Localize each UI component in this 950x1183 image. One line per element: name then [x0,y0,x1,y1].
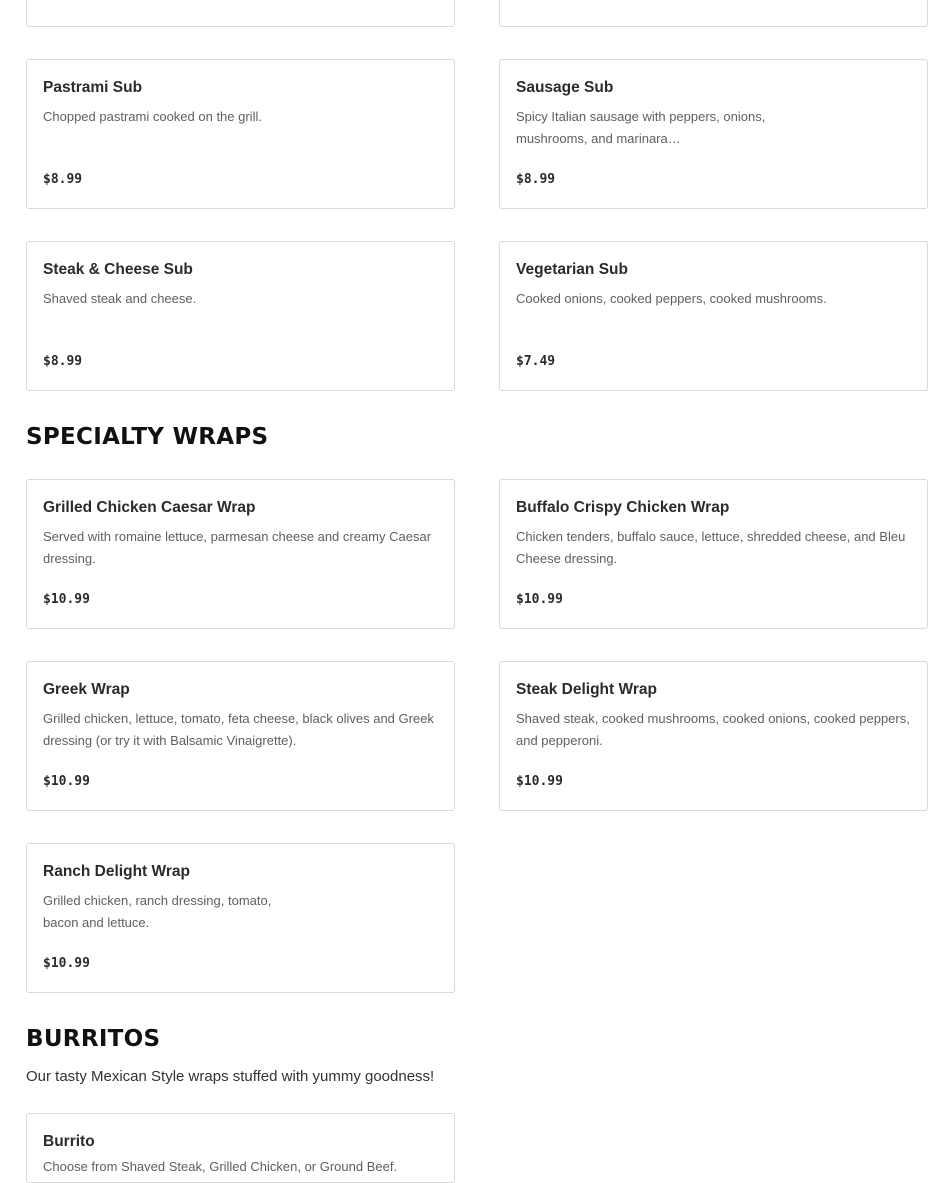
item-description: Cooked onions, cooked peppers, cooked mushrooms. [516,291,827,306]
menu-item-card[interactable] [26,479,455,629]
menu-item-card[interactable] [26,59,455,209]
item-description: Choose from Shaved Steak, Grilled Chicken, or Ground Beef. [43,1159,398,1174]
menu-item-card[interactable] [26,0,455,27]
item-name: Burrito [43,1133,95,1150]
section-subtitle: Our tasty Mexican Style wraps stuffed with yummy goodness! [26,1068,435,1085]
item-description: Served with romaine lettuce, parmesan cheese and creamy Caesar dressing. [43,529,432,566]
item-description: Spicy Italian sausage with peppers, onions, mushrooms, and marinara… [516,109,766,146]
item-price: $10.99 [43,592,90,607]
item-price: $8.99 [516,172,556,187]
item-price: $10.99 [43,774,90,789]
item-name: Sausage Sub [516,79,614,96]
menu-item-card[interactable] [499,241,928,391]
item-description: Shaved steak and cheese. [43,291,197,306]
item-name: Steak Delight Wrap [516,681,657,698]
item-description: Chicken tenders, buffalo sauce, lettuce, shredded cheese, and Bleu Cheese dressing. [516,529,906,566]
menu-item-card[interactable] [26,661,455,811]
menu-item-card[interactable] [26,1113,455,1183]
item-name: Vegetarian Sub [516,261,628,278]
item-name: Ranch Delight Wrap [43,863,190,880]
item-price: $10.99 [516,592,563,607]
item-description: Grilled chicken, ranch dressing, tomato, bacon and lettuce. [43,893,272,930]
item-price: $8.99 [43,354,83,369]
menu-item-card[interactable] [26,843,455,993]
menu-item-card[interactable] [499,59,928,209]
menu-item-card[interactable] [499,0,928,27]
item-description: Shaved steak, cooked mushrooms, cooked onions, cooked peppers, and pepperoni. [516,711,910,748]
item-name: Buffalo Crispy Chicken Wrap [516,499,730,516]
menu-item-card[interactable] [26,241,455,391]
item-price: $7.49 [516,354,556,369]
menu-item-card[interactable] [499,479,928,629]
section-title: BURRITOS [26,1026,161,1052]
section-title: SPECIALTY WRAPS [26,424,269,450]
item-name: Steak & Cheese Sub [43,261,193,278]
item-name: Pastrami Sub [43,79,143,96]
item-name: Grilled Chicken Caesar Wrap [43,499,256,516]
menu-item-card[interactable] [499,661,928,811]
item-description: Grilled chicken, lettuce, tomato, feta cheese, black olives and Greek dressing (or try it with Balsamic Vinaigrette). [43,711,434,748]
item-price: $10.99 [43,956,90,971]
item-price: $8.99 [43,172,83,187]
item-description: Chopped pastrami cooked on the grill. [43,109,262,124]
item-name: Greek Wrap [43,681,130,698]
item-price: $10.99 [516,774,563,789]
